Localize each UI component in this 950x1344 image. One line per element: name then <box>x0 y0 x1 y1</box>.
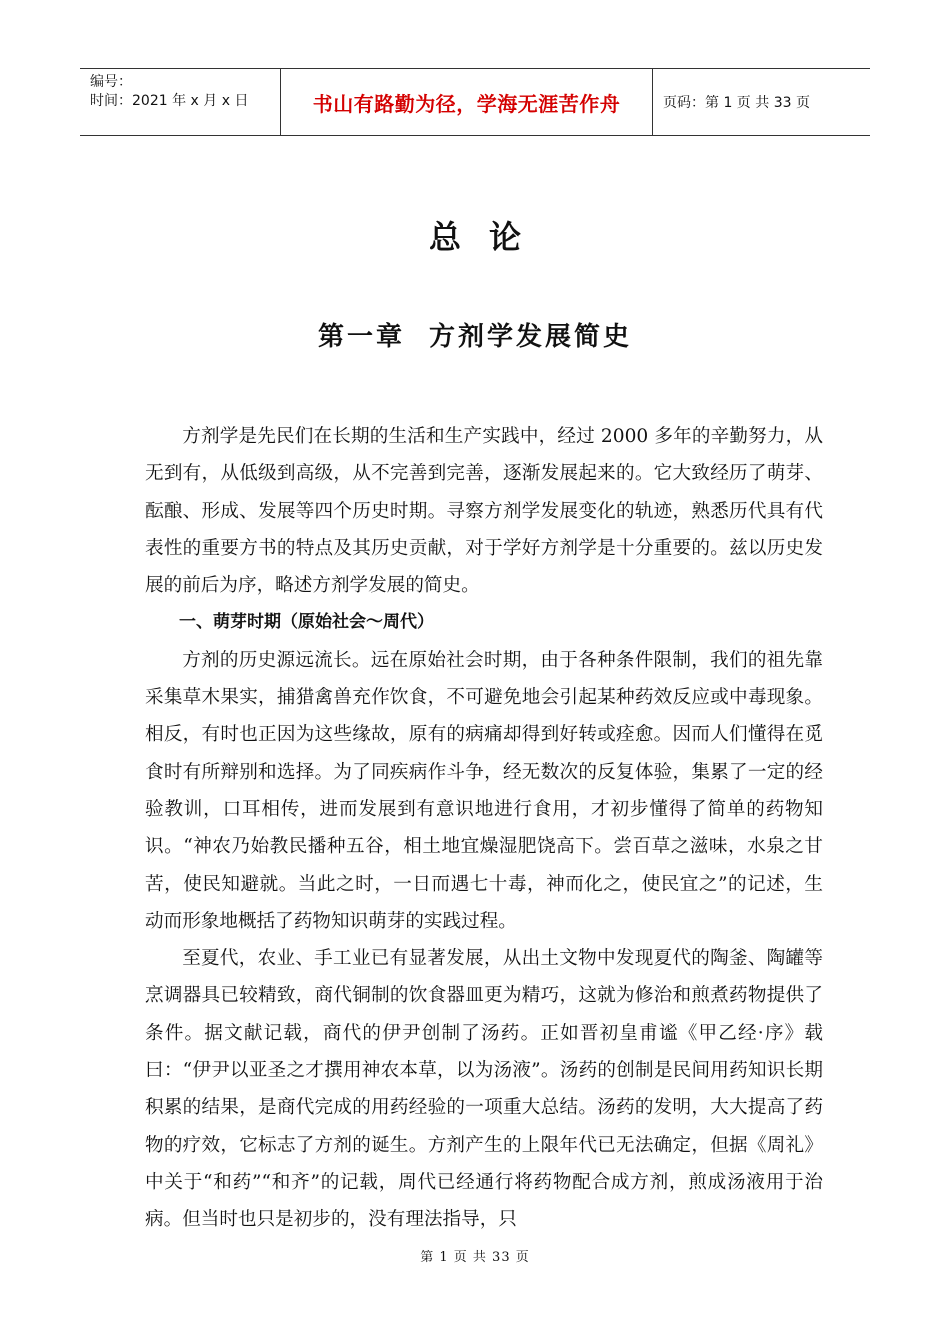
header-motto: 书山有路勤为径，学海无涯苦作舟 <box>280 69 653 135</box>
document-number-label: 编号： <box>90 74 132 90</box>
paragraph: 方剂学是先民们在长期的生活和生产实践中，经过 2000 多年的辛勤努力，从无到有，从低级到高级，从不完善到完善，逐渐发展起来的。它大致经历了萌芽、酝酿、形成、发展等四个历史时期。寻察方剂学发展变化的轨迹，熟悉历代具有代表性的重要方书的特点及其历史贡献，对于学好方剂学是十分重要的。兹以历史发展的前后为序，略述方剂学发展的简史。 <box>145 426 823 597</box>
header-table <box>80 68 870 136</box>
document-time-label: 时间：2021 年 x 月 x 日 <box>90 93 249 109</box>
header-meta-cell <box>80 69 280 135</box>
header-page-info: 页码：第 1 页 共 33 页 <box>663 95 810 111</box>
paragraph: 至夏代，农业、手工业已有显著发展，从出土文物中发现夏代的陶釜、陶罐等烹调器具已较精致，商代铜制的饮食器皿更为精巧，这就为修治和煎煮药物提供了条件。据文献记载，商代的伊尹创制了汤药。正如晋初皇甫谧《甲乙经·序》载曰：“伊尹以亚圣之才撰用神农本草，以为汤液”。汤药的创制是民间用药知识长期积累的结果，是商代完成的用药经验的一项重大总结。汤药的发明，大大提高了药物的疗效，它标志了方剂的诞生。方剂产生的上限年代已无法确定，但据《周礼》中关于“和药”“和齐”的记载，周代已经通行将药物配合成方剂，煎成汤液用于治病。但当时也只是初步的，没有理法指导，只 <box>145 948 823 1231</box>
paragraph: 方剂的历史源远流长。远在原始社会时期，由于各种条件限制，我们的祖先靠采集草木果实，捕猎禽兽充作饮食，不可避免地会引起某种药效反应或中毒现象。相反，有时也正因为这些缘故，原有的病痛却得到好转或痊愈。因而人们懂得在觅食时有所辩别和选择。为了同疾病作斗争，经无数次的反复体验，集累了一定的经验教训，口耳相传，进而发展到有意识地进行食用，才初步懂得了简单的药物知识。“神农乃始教民播种五谷，相土地宜燥湿肥饶高下。尝百草之滋味，水泉之甘苦，使民知避就。当此之时，一日而遇七十毒，神而化之，使民宜之”的记述，生动而形象地概括了药物知识萌芽的实践过程。 <box>145 649 823 932</box>
page-footer: 第 1 页 共 33 页 <box>420 1250 530 1265</box>
body-text <box>145 418 823 1239</box>
page-title: 总论 <box>428 218 549 256</box>
chapter-title: 第一章 方剂学发展简史 <box>317 322 633 352</box>
section-heading: 一、萌芽时期（原始社会～周代） <box>179 612 434 633</box>
